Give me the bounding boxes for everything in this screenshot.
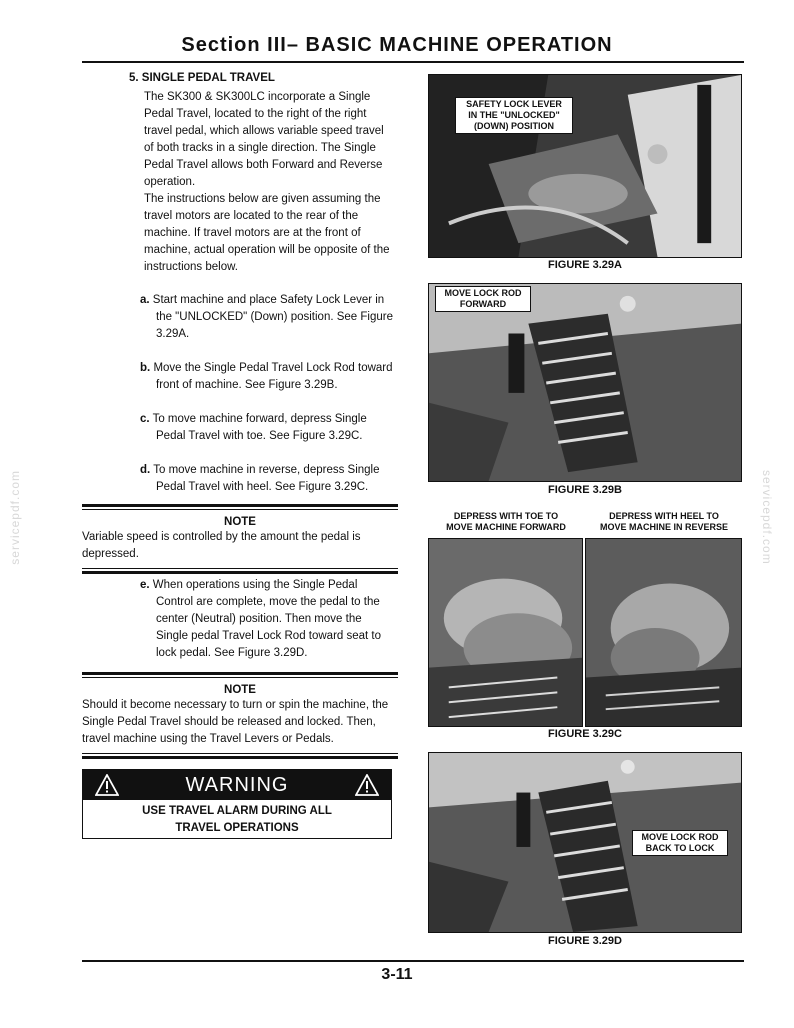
figure-a-callout-line-2: IN THE "UNLOCKED" [468,110,560,120]
figure-a-callout-line-3: (DOWN) POSITION [474,121,554,131]
figure-3-29d-caption: FIGURE 3.29D [548,935,622,947]
section-heading: 5. SINGLE PEDAL TRAVEL [129,72,275,84]
foot-heel-pedal-photo-icon [586,539,741,726]
note-2-bottom-rule [82,753,398,754]
figure-d-callout-line-2: BACK TO LOCK [645,843,715,853]
warning-triangle-icon [95,774,119,796]
note-2-text: Should it become necessary to turn or spin the machine, the Single Pedal Travel should be released and locked. Then, travel machine using the Travel Levers or Pedals. [82,699,389,745]
step-b [140,360,396,394]
step-c-letter: c. [140,413,150,425]
figure-c-label-toe [430,511,582,533]
step-e-text: When operations using the Single Pedal Control are complete, move the pedal to the center (Neutral) position. Then move the Single pedal Travel Lock Rod toward seat to lock pedal. See Figure 3.29D. [152,579,382,659]
step-e-letter: e. [140,579,150,591]
note-1-rule [82,504,398,507]
step-d-letter: d. [140,464,151,476]
warning-label: WARNING [185,774,289,796]
figure-3-29c-photo-heel [585,538,742,727]
step-c [140,411,396,445]
note-1-bottom-rule [82,568,398,569]
step-b-letter: b. [140,362,151,374]
figure-d-callout [632,830,728,856]
intro-paragraph-1: The SK300 & SK300LC incorporate a Single Pedal Travel, located to the right of the right travel pedal, which allows variable speed travel of both tracks in a single direction. The Single Pedal Travel allows both Forward and Reverse operation. [144,91,384,188]
figure-a-callout [455,97,573,134]
step-a-letter: a. [140,294,150,306]
figure-b-callout [435,286,531,312]
warning-triangle-icon [355,774,379,796]
step-d-text: To move machine in reverse, depress Single Pedal Travel with heel. See Figure 3.29C. [153,464,380,493]
step-d [140,462,396,496]
figure-3-29c-photo-toe [428,538,583,727]
warning-text [83,803,391,837]
footer-rule [82,960,744,962]
note-2-rule [82,672,398,675]
figure-b-callout-line-2: FORWARD [459,299,507,309]
figure-c-label-heel [586,511,742,533]
note-1-rule-thin [82,509,398,510]
foot-toe-pedal-photo-icon [429,539,582,726]
figure-3-29a-caption: FIGURE 3.29A [548,259,622,271]
note-2-rule-thin [82,677,398,678]
note-1 [82,504,398,574]
watermark-left: servicepdf.com [8,470,22,565]
watermark-right: servicepdf.com [760,470,774,565]
note-1-title: NOTE [224,516,256,528]
figure-3-29b-photo [428,283,742,482]
figure-c-label-toe-line-1: DEPRESS WITH TOE TO [453,511,559,521]
warning-box [82,769,392,839]
warning-line-2: TRAVEL OPERATIONS [175,822,299,834]
figure-a-callout-line-1: SAFETY LOCK LEVER [466,99,562,109]
figure-c-label-toe-line-2: MOVE MACHINE FORWARD [446,522,566,532]
pedal-lock-rod-photo-icon [429,284,741,481]
note-1-text: Variable speed is controlled by the amount the pedal is depressed. [82,531,361,560]
page-number: 3-11 [381,966,413,983]
step-a [140,292,396,343]
step-c-text: To move machine forward, depress Single Pedal Travel with toe. See Figure 3.29C. [152,413,367,442]
note-1-bottom-rule-thick [82,571,398,574]
figure-c-label-heel-line-2: MOVE MACHINE IN REVERSE [599,522,729,532]
figure-3-29b-caption: FIGURE 3.29B [548,484,622,496]
page-title: Section III– BASIC MACHINE OPERATION [181,34,613,56]
warning-header [83,770,391,800]
intro-paragraph-2: The instructions below are given assuming the travel motors are located to the rear of the machine. If travel motors are at the front of machine, actual operation will be opposite of the instructions below. [144,193,390,273]
note-2-title: NOTE [224,684,256,696]
step-a-text: Start machine and place Safety Lock Lever in the "UNLOCKED" (Down) position. See Figure 3.29A. [152,294,393,340]
figure-3-29c-caption: FIGURE 3.29C [548,728,622,740]
header-rule [82,61,744,63]
warning-line-1: USE TRAVEL ALARM DURING ALL [142,805,332,817]
step-b-text: Move the Single Pedal Travel Lock Rod toward front of machine. See Figure 3.29B. [153,362,393,391]
note-2-bottom-rule-thick [82,756,398,759]
figure-c-label-heel-line-1: DEPRESS WITH HEEL TO [609,511,719,521]
figure-d-callout-line-1: MOVE LOCK ROD [641,832,719,842]
figure-b-callout-line-1: MOVE LOCK ROD [444,288,522,298]
intro-paragraphs [144,89,396,276]
note-2 [82,672,398,759]
step-e [140,577,396,662]
